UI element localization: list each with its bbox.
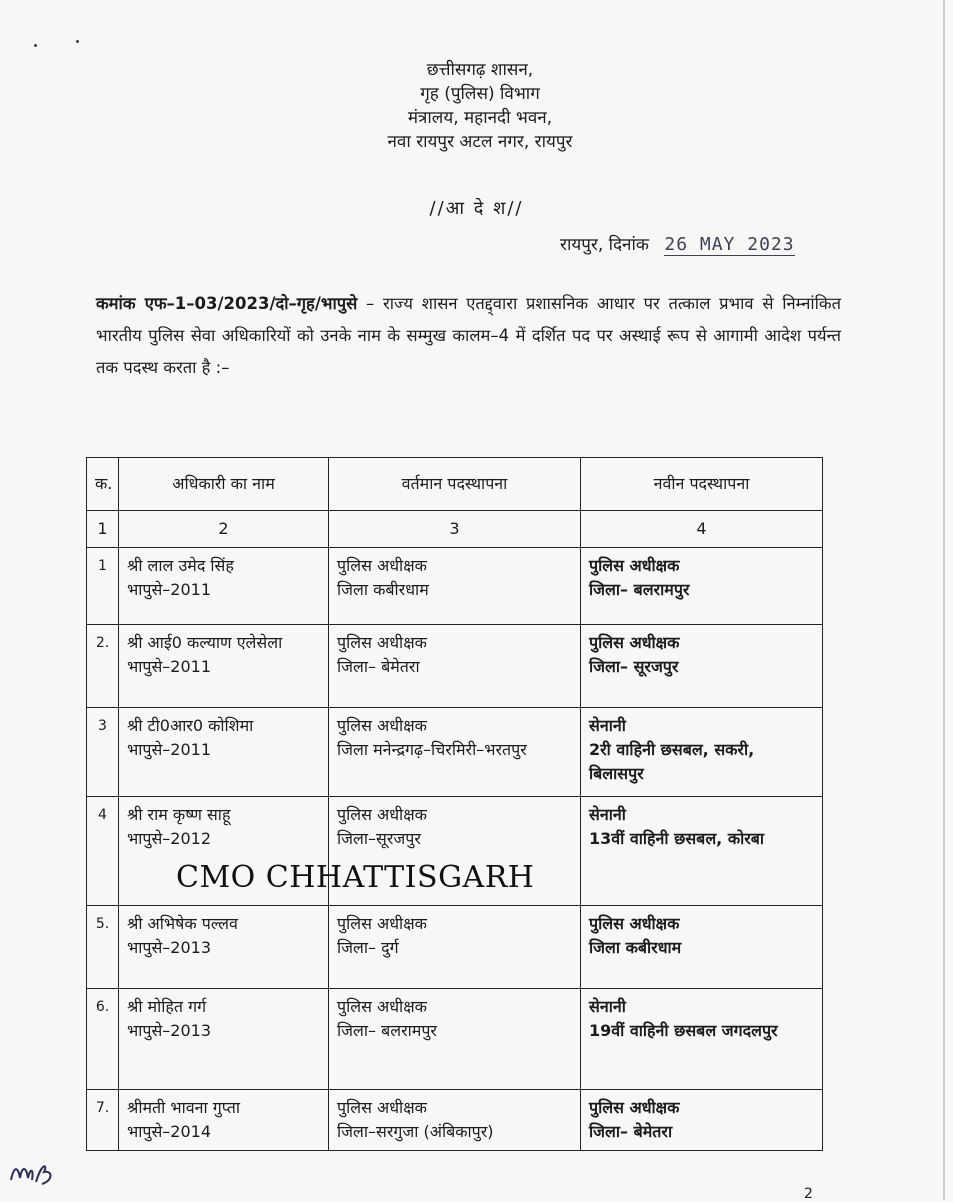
table-row — [87, 1090, 823, 1151]
officer-name: श्री आई0 कल्याण एलेसेला — [127, 633, 283, 652]
current-posting-cell — [329, 1090, 581, 1151]
new-place: 2री वाहिनी छसबल, सकरी, बिलासपुर — [589, 740, 755, 783]
current-post: पुलिस अधीक्षक — [337, 633, 427, 652]
row-sn: 5. — [87, 906, 119, 989]
scan-speck — [76, 40, 79, 43]
current-posting-cell — [329, 625, 581, 708]
officer-cell — [119, 625, 329, 708]
officer-batch: भापुसे–2013 — [127, 1021, 212, 1040]
new-posting-cell — [581, 625, 823, 708]
column-number: 1 — [87, 511, 119, 548]
current-post: पुलिस अधीक्षक — [337, 914, 427, 933]
current-posting-cell — [329, 989, 581, 1090]
current-place: जिला मनेन्द्रगढ़–चिरमिरी–भरतपुर — [337, 740, 527, 759]
table-header-row — [87, 458, 823, 511]
officer-name: श्री राम कृष्ण साहू — [127, 805, 231, 824]
column-number: 4 — [581, 511, 823, 548]
current-post: पुलिस अधीक्षक — [337, 1098, 427, 1117]
officer-name: श्री मोहित गर्ग — [127, 997, 207, 1016]
current-posting-cell — [329, 708, 581, 797]
new-post: पुलिस अधीक्षक — [589, 914, 680, 933]
officer-batch: भापुसे–2011 — [127, 657, 212, 676]
order-title: //आ दे श// — [429, 198, 524, 219]
current-post: पुलिस अधीक्षक — [337, 997, 427, 1016]
officer-name: श्री लाल उमेद सिंह — [127, 556, 234, 575]
table-row — [87, 989, 823, 1090]
order-paragraph — [96, 288, 841, 384]
officer-name: श्री टी0आर0 कोशिमा — [127, 716, 254, 735]
row-sn: 6. — [87, 989, 119, 1090]
officer-name: श्रीमती भावना गुप्ता — [127, 1098, 240, 1117]
officer-name: श्री अभिषेक पल्लव — [127, 914, 238, 933]
new-post: सेनानी — [589, 716, 626, 735]
row-sn: 1 — [87, 548, 119, 625]
current-place: जिला– दुर्ग — [337, 938, 399, 957]
scan-speck — [34, 44, 37, 47]
new-posting-cell — [581, 989, 823, 1090]
letterhead — [300, 58, 660, 154]
new-place: जिला कबीरधाम — [589, 938, 682, 957]
page-edge — [943, 0, 945, 1200]
current-place: जिला–सरगुजा (अंबिकापुर) — [337, 1122, 494, 1141]
row-sn: 2. — [87, 625, 119, 708]
letterhead-line-1: छत्तीसगढ़ शासन, — [426, 60, 534, 80]
letterhead-line-3: मंत्रालय, महानदी भवन, — [407, 108, 553, 128]
table-row — [87, 906, 823, 989]
current-posting-cell — [329, 906, 581, 989]
current-post: पुलिस अधीक्षक — [337, 716, 427, 735]
officer-batch: भापुसे–2013 — [127, 938, 212, 957]
page-number: 2 — [804, 1186, 813, 1202]
header-sn: क. — [87, 458, 119, 511]
date-stamp: 26 MAY 2023 — [664, 234, 795, 255]
officer-batch: भापुसे–2014 — [127, 1122, 212, 1141]
officer-cell — [119, 906, 329, 989]
date-prefix: रायपुर, दिनांक — [560, 235, 649, 255]
officer-cell — [119, 548, 329, 625]
handwritten-initials-icon — [8, 1158, 58, 1194]
new-post: पुलिस अधीक्षक — [589, 1098, 680, 1117]
current-post: पुलिस अधीक्षक — [337, 805, 427, 824]
header-current-posting: वर्तमान पदस्थापना — [329, 458, 581, 511]
order-number: कमांक एफ–1–03/2023/दो–गृह/भापुसे — [96, 294, 358, 313]
letterhead-line-4: नवा रायपुर अटल नगर, रायपुर — [387, 132, 573, 152]
new-place: जिला– बलरामपुर — [589, 580, 690, 599]
table-row — [87, 548, 823, 625]
letterhead-line-2: गृह (पुलिस) विभाग — [420, 84, 540, 104]
new-posting-cell — [581, 797, 823, 906]
initials-scribble-icon — [8, 1158, 58, 1188]
current-posting-cell — [329, 548, 581, 625]
new-posting-cell — [581, 708, 823, 797]
current-place: जिला– बेमेतरा — [337, 657, 420, 676]
new-posting-cell — [581, 548, 823, 625]
header-officer-name: अधिकारी का नाम — [119, 458, 329, 511]
officer-batch: भापुसे–2011 — [127, 580, 212, 599]
new-posting-cell — [581, 1090, 823, 1151]
new-post: सेनानी — [589, 997, 626, 1016]
officer-batch: भापुसे–2011 — [127, 740, 212, 759]
current-place: जिला–सूरजपुर — [337, 829, 421, 848]
current-place: जिला कबीरधाम — [337, 580, 429, 599]
new-post: सेनानी — [589, 805, 626, 824]
table-row — [87, 708, 823, 797]
officer-batch: भापुसे–2012 — [127, 829, 212, 848]
current-post: पुलिस अधीक्षक — [337, 556, 427, 575]
date-line — [560, 232, 795, 255]
officer-cell — [119, 1090, 329, 1151]
new-place: 13वीं वाहिनी छसबल, कोरबा — [589, 829, 765, 848]
current-place: जिला– बलरामपुर — [337, 1021, 437, 1040]
new-place: 19वीं वाहिनी छसबल जगदलपुर — [589, 1021, 778, 1040]
watermark-text: CMO CHHATTISGARH — [176, 860, 535, 895]
column-number-row — [87, 511, 823, 548]
posting-table — [86, 457, 823, 1151]
column-number: 2 — [119, 511, 329, 548]
new-posting-cell — [581, 906, 823, 989]
new-post: पुलिस अधीक्षक — [589, 633, 680, 652]
row-sn: 3 — [87, 708, 119, 797]
officer-cell — [119, 708, 329, 797]
officer-cell — [119, 989, 329, 1090]
new-place: जिला– सूरजपुर — [589, 657, 679, 676]
column-number: 3 — [329, 511, 581, 548]
order-body: – राज्य शासन एतद्द्वारा प्रशासनिक आधार पर तत्काल प्रभाव से निम्नांकित भारतीय पुलिस सेवा अधिकारियों को उनके नाम के सम्मुख कालम–4 में दर्शित पद पर अस्थाई रूप से आगामी आदेश पर्यन्त तक पदस्थ करता है :– — [96, 294, 841, 377]
header-new-posting: नवीन पदस्थापना — [581, 458, 823, 511]
row-sn: 4 — [87, 797, 119, 906]
table-row — [87, 625, 823, 708]
new-post: पुलिस अधीक्षक — [589, 556, 680, 575]
row-sn: 7. — [87, 1090, 119, 1151]
new-place: जिला– बेमेतरा — [589, 1122, 673, 1141]
